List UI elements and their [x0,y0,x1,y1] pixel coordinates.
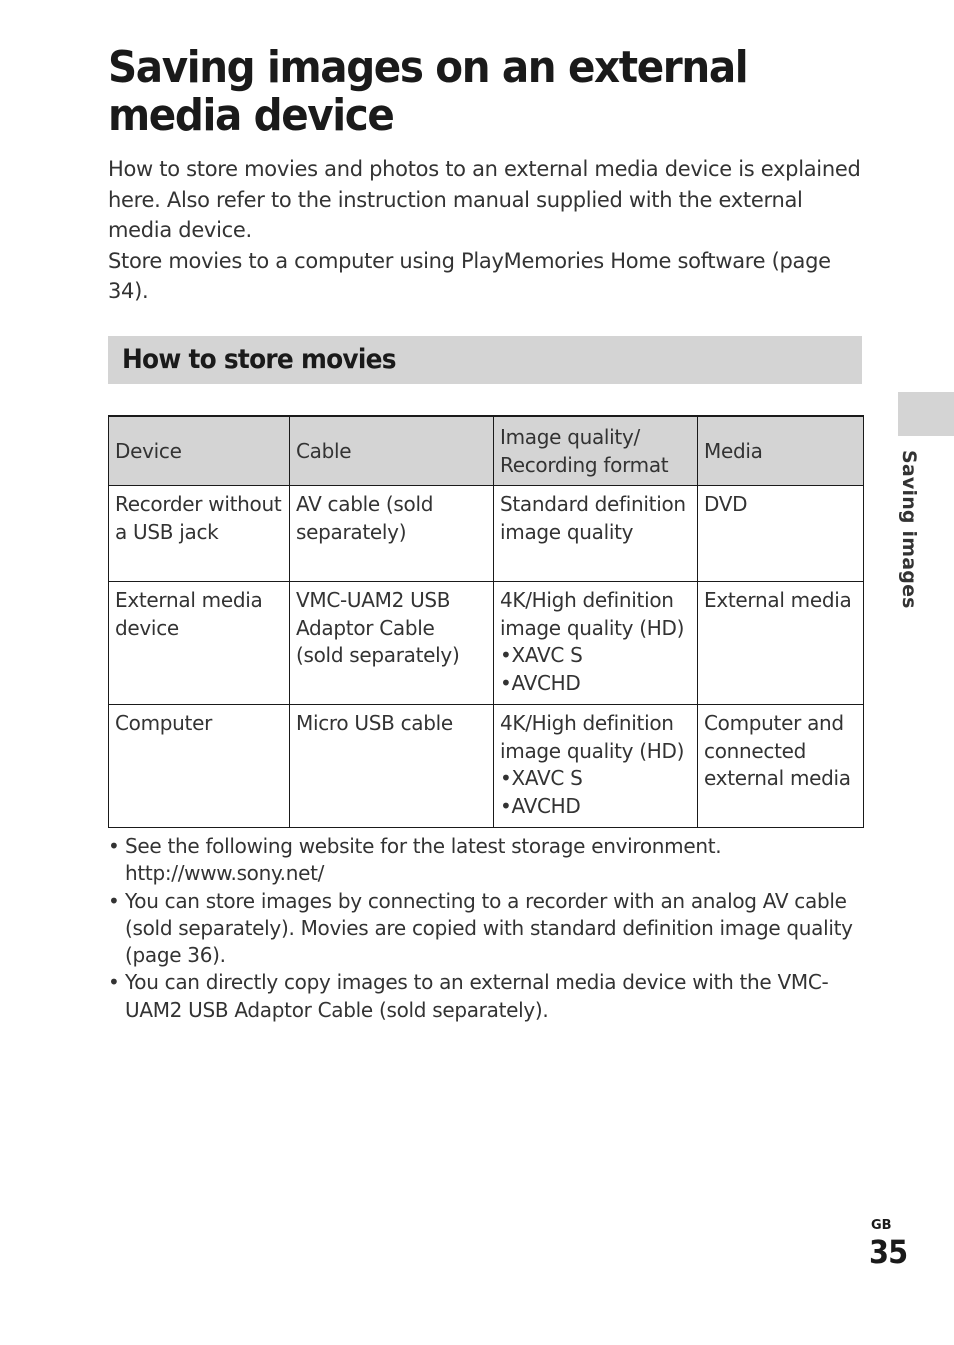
page-title: Saving images on an external media device [108,42,748,141]
table-row [109,705,864,828]
cell-media: External media [698,582,864,705]
cell-cable: Micro USB cable [290,705,494,828]
cell-device: Computer [109,705,290,828]
storage-table [108,415,864,828]
note-text: You can directly copy images to an external media device with the VMC-UAM2 USB Adaptor Cable (sold separately). [125,970,829,1022]
cell-quality [494,705,698,828]
quality-text: 4K/High definition image quality (HD) [500,711,685,763]
quality-text: Standard definition image quality [500,492,686,544]
header-image-quality: Image quality/ Recording format [494,416,698,486]
section-header [108,336,862,384]
website-link[interactable]: http://www.sony.net/ [125,861,325,886]
format-item: • AVCHD [500,670,691,698]
intro-paragraph: How to store movies and photos to an external media device is explained here. Also refer to the instruction manual supplied with the external media device. [108,157,861,242]
cell-quality [494,486,698,582]
cell-device: External media device [109,582,290,705]
table-row [109,582,864,705]
intro-paragraph: Store movies to a computer using PlayMemories Home software (page 34). [108,248,831,303]
header-media: Media [698,416,864,486]
cell-quality [494,582,698,705]
format-list [500,765,691,820]
cell-device: Recorder without a USB jack [109,486,290,582]
header-device: Device [109,416,290,486]
header-cable: Cable [290,416,494,486]
note-item [108,888,863,970]
table-row [109,486,864,582]
cell-cable: AV cable (sold separately) [290,486,494,582]
page-number: 35 [869,1233,908,1271]
note-text: See the following website for the latest storage environment. [125,834,722,858]
cell-media: Computer and connected external media [698,705,864,828]
quality-text: 4K/High definition image quality (HD) [500,588,685,640]
note-item [108,833,863,888]
chapter-tab-marker [898,392,954,436]
note-text: You can store images by connecting to a recorder with an analog AV cable (sold separately). Movies are copied with standard definition image quality (page 36). [125,888,853,968]
intro-text [108,154,868,307]
note-item [108,969,863,1024]
table-header-row [109,416,864,486]
format-item: • AVCHD [500,793,691,821]
notes-list [108,833,863,1024]
format-item: • XAVC S [500,642,691,670]
cell-media: DVD [698,486,864,582]
chapter-label: Saving images [898,450,920,609]
section-title: How to store movies [122,344,396,375]
format-item: • XAVC S [500,765,691,793]
page-language: GB [871,1218,892,1233]
format-list [500,642,691,697]
cell-cable: VMC-UAM2 USB Adaptor Cable (sold separately) [290,582,494,705]
